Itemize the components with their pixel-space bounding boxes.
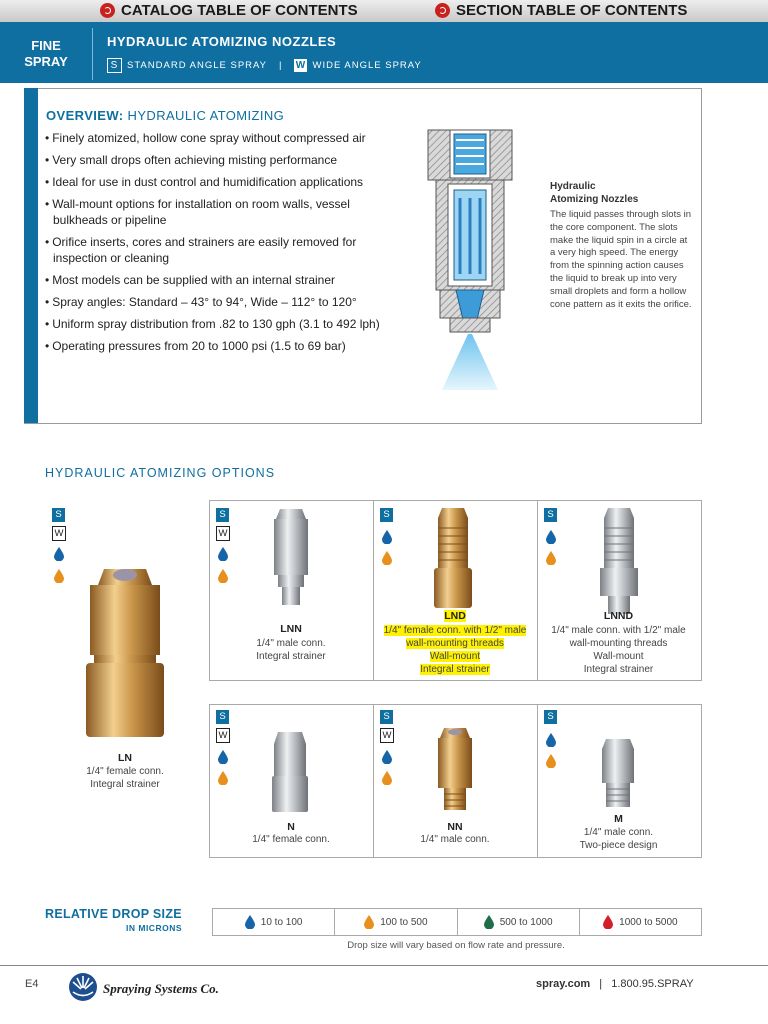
- caption-title-line1: Hydraulic: [550, 181, 596, 192]
- product-name-lnd: [373, 610, 537, 622]
- desc-line: Wall-mount: [593, 651, 644, 662]
- list-item: • Spray angles: Standard – 43° to 94°, Wide – 112° to 120°: [45, 294, 390, 310]
- nozzle-nn-image: [434, 726, 476, 812]
- product-desc-lnn: [209, 637, 373, 663]
- page-number: E4: [25, 978, 39, 990]
- catalog-toc-label: CATALOG TABLE OF CONTENTS: [121, 2, 358, 19]
- page-title: HYDRAULIC ATOMIZING NOZZLES: [107, 34, 337, 49]
- drop-size-range: 10 to 100: [260, 916, 303, 928]
- wide-angle-tag: W: [380, 728, 394, 743]
- standard-angle-icon: S: [107, 58, 122, 73]
- drop-icon: [218, 547, 228, 561]
- section-toc-label: SECTION TABLE OF CONTENTS: [456, 2, 688, 19]
- list-item: • Very small drops often achieving misting performance: [45, 152, 390, 168]
- list-item: • Operating pressures from 20 to 1000 psi (1.5 to 69 bar): [45, 338, 390, 354]
- product-desc-nn: [373, 833, 537, 846]
- drop-icon: [484, 915, 494, 929]
- catalog-toc-link[interactable]: [100, 2, 358, 19]
- standard-angle-tag: S: [380, 508, 393, 522]
- drop-size-range: 100 to 500: [380, 916, 428, 928]
- desc-line: 1/4" male conn. with 1/2" male: [551, 625, 686, 636]
- product-name-lnn: LNN: [280, 623, 302, 635]
- desc-line: wall-mounting threads: [406, 638, 504, 649]
- drop-icon: [54, 547, 64, 561]
- drop-icon: [218, 569, 228, 583]
- standard-angle-tag: S: [216, 710, 229, 724]
- drop-size-subtitle: IN MICRONS: [126, 923, 182, 933]
- standard-angle-tag: S: [544, 508, 557, 522]
- caption-text: The liquid passes through slots in the core component. The slots make the liquid spin in a circle at a very high speed. The energy from the spinning action causes the liquid to break up into very small droplets and form a hollow cone pattern as it exits the orifice.: [550, 209, 692, 310]
- footer-divider: [0, 965, 768, 966]
- legend-separator: |: [279, 60, 283, 71]
- company-name: Spraying Systems Co.: [103, 981, 219, 996]
- product-desc-ln: [60, 765, 190, 791]
- drop-size-title: RELATIVE DROP SIZE: [45, 907, 182, 921]
- desc-line: 1/4" female conn.: [252, 834, 330, 845]
- drop-icon: [546, 551, 556, 565]
- desc-line: Integral strainer: [420, 664, 490, 675]
- nozzle-ln-image: [82, 565, 168, 745]
- red-circle-arrow-icon: [100, 3, 115, 18]
- wide-angle-tag: W: [216, 728, 230, 743]
- drop-icon: [382, 771, 392, 785]
- product-name-n: N: [287, 821, 295, 833]
- drop-icon: [54, 569, 64, 583]
- section-toc-link[interactable]: [435, 2, 687, 19]
- section-header-band: [0, 22, 768, 83]
- phone-number: 1.800.95.SPRAY: [611, 978, 694, 990]
- product-name-lnnd: LNND: [603, 610, 634, 622]
- caption-title-line2: Atomizing Nozzles: [550, 194, 639, 205]
- standard-angle-tag: S: [52, 508, 65, 522]
- overview-title-bold: OVERVIEW:: [46, 108, 124, 123]
- list-item: • Most models can be supplied with an internal strainer: [45, 272, 390, 288]
- drop-icon: [382, 551, 392, 565]
- desc-line: 1/4" male conn.: [420, 834, 490, 845]
- product-name-m: M: [614, 813, 623, 825]
- top-nav-bar: [0, 0, 768, 22]
- nozzle-lnn-image: [268, 507, 314, 607]
- list-item: • Orifice inserts, cores and strainers are easily removed for inspection or cleaning: [45, 234, 390, 266]
- product-desc-lnnd: [537, 624, 700, 676]
- drop-size-table: [212, 908, 702, 936]
- desc-line: 1/4" male conn.: [256, 638, 326, 649]
- caption-title: [550, 180, 660, 206]
- drop-size-note: Drop size will vary based on flow rate and pressure.: [347, 940, 565, 951]
- red-circle-arrow-icon: [435, 3, 450, 18]
- standard-angle-tag: S: [544, 710, 557, 724]
- list-item: • Ideal for use in dust control and humidification applications: [45, 174, 390, 190]
- drop-icon: [218, 771, 228, 785]
- footer-separator: |: [599, 978, 603, 990]
- drop-size-cell: [580, 909, 701, 935]
- header-divider: [92, 28, 93, 80]
- nozzle-m-image: [598, 737, 638, 809]
- options-title: HYDRAULIC ATOMIZING OPTIONS: [45, 466, 276, 480]
- website-link[interactable]: spray.com: [536, 978, 591, 990]
- wide-angle-icon: W: [295, 60, 307, 71]
- desc-line: 1/4" female conn. with 1/2" male: [383, 625, 527, 636]
- overview-title-rest: HYDRAULIC ATOMIZING: [127, 108, 285, 123]
- desc-line: Integral strainer: [90, 779, 160, 790]
- desc-line: Two-piece design: [579, 840, 658, 851]
- section-name: [0, 38, 92, 70]
- overview-title: [46, 108, 284, 123]
- nozzle-n-image: [268, 730, 312, 814]
- drop-size-cell: [335, 909, 457, 935]
- desc-line: Integral strainer: [583, 664, 654, 675]
- desc-line: Integral strainer: [256, 651, 326, 662]
- desc-line: 1/4" female conn.: [86, 766, 164, 777]
- product-name-ln: LN: [118, 752, 132, 764]
- product-name-nn: NN: [447, 821, 463, 833]
- wide-angle-label: WIDE ANGLE SPRAY: [312, 60, 422, 71]
- nozzle-cutaway-illustration: [420, 128, 520, 394]
- section-name-line1: FINE: [31, 38, 61, 53]
- drop-icon: [546, 733, 556, 747]
- drop-icon: [382, 530, 392, 544]
- standard-angle-tag: S: [380, 710, 393, 724]
- drop-size-cell: [213, 909, 335, 935]
- overview-bullets: [45, 130, 390, 360]
- highlight-text: LND: [444, 610, 466, 622]
- drop-icon: [603, 915, 613, 929]
- list-item: • Wall-mount options for installation on room walls, vessel bulkheads or pipeline: [45, 196, 390, 228]
- drop-icon: [382, 750, 392, 764]
- nozzle-lnd-image: [430, 506, 476, 612]
- product-desc-m: [537, 826, 700, 852]
- overview-accent-bar: [24, 88, 38, 423]
- drop-icon: [364, 915, 374, 929]
- desc-line: 1/4" male conn.: [583, 827, 654, 838]
- product-desc-n: [209, 833, 373, 846]
- drop-icon: [218, 750, 228, 764]
- desc-line: wall-mounting threads: [569, 638, 668, 649]
- spray-angle-legend: [107, 58, 422, 73]
- list-item: • Uniform spray distribution from .82 to 130 gph (3.1 to 492 lph): [45, 316, 390, 332]
- section-name-line2: SPRAY: [24, 54, 68, 69]
- drop-size-range: 1000 to 5000: [619, 916, 678, 928]
- spraying-systems-logo: [68, 972, 98, 1002]
- standard-angle-label: STANDARD ANGLE SPRAY: [127, 60, 268, 71]
- standard-angle-tag: S: [216, 508, 229, 522]
- nozzle-lnnd-image: [596, 506, 642, 616]
- drop-size-cell: [458, 909, 580, 935]
- product-desc-lnd: [373, 624, 537, 676]
- wide-angle-tag: W: [52, 526, 66, 541]
- footer-contact: [536, 978, 694, 990]
- drop-icon: [546, 530, 556, 544]
- wide-angle-tag: W: [216, 526, 230, 541]
- drop-size-range: 500 to 1000: [499, 916, 553, 928]
- list-item: • Finely atomized, hollow cone spray without compressed air: [45, 130, 390, 146]
- desc-line: Wall-mount: [429, 651, 481, 662]
- drop-icon: [245, 915, 255, 929]
- drop-icon: [546, 754, 556, 768]
